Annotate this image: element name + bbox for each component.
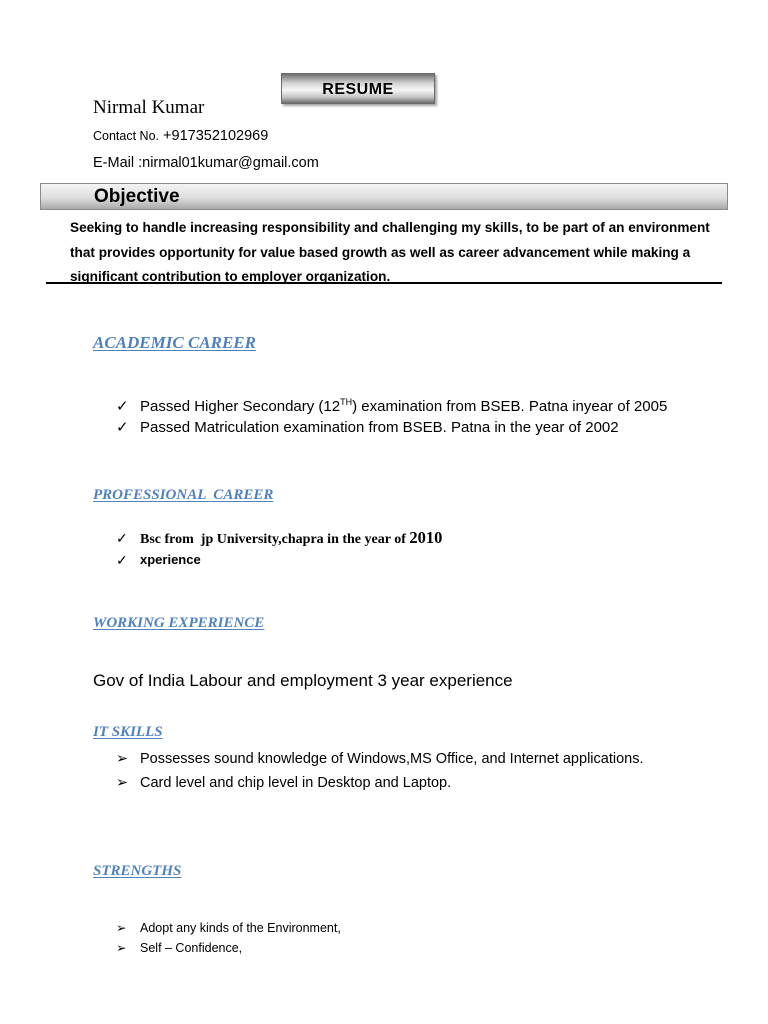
arrow-bullet-icon: ➢ (116, 751, 129, 767)
arrow-bullet-icon: ➢ (116, 775, 129, 791)
objective-bar (40, 183, 728, 210)
list-item (116, 747, 643, 771)
list-item (116, 550, 442, 570)
list-item (116, 528, 442, 550)
professional-list (116, 528, 442, 570)
strength-1-text: Adopt any kinds of the Environment, (140, 921, 341, 935)
heading-professional-career: PROFESSIONAL CAREER (93, 487, 274, 503)
strength-2-text: Self – Confidence, (140, 941, 243, 955)
list-item (116, 771, 643, 795)
checkmark-icon: ✓ (116, 530, 128, 546)
objective-text: Seeking to handle increasing responsibility and challenging my skills, to be part of an environment that provides opportunity for value based growth as well as career advancement while making a significant contribution to employer organization. (70, 220, 710, 284)
list-item (116, 938, 341, 958)
academic-list (116, 396, 667, 438)
it-skills-list (116, 747, 643, 795)
contact-number (93, 128, 268, 144)
contact-value: +917352102969 (163, 128, 269, 144)
academic-item-1-text-after: ) examination from BSEB. Patna inyear of 2005 (352, 398, 668, 415)
contact-label: Contact No. (93, 129, 160, 143)
resume-badge: RESUME (281, 73, 435, 104)
professional-item-1-text: Bsc from jp University,chapra in the year of (140, 532, 410, 547)
checkmark-icon: ✓ (116, 552, 128, 568)
heading-strengths: STRENGTHS (93, 863, 182, 879)
strengths-list (116, 918, 341, 958)
list-item (116, 396, 667, 417)
email-line: E-Mail :nirmal01kumar@gmail.com (93, 155, 319, 171)
professional-item-1-year: 2010 (409, 528, 443, 547)
academic-item-1-text: Passed Higher Secondary (12 (140, 398, 341, 415)
arrow-bullet-icon: ➢ (116, 921, 127, 935)
divider (46, 282, 722, 284)
objective-title: Objective (94, 186, 180, 207)
list-item (116, 417, 667, 438)
checkmark-icon: ✓ (116, 419, 129, 436)
heading-working-experience: WORKING EXPERIENCE (93, 615, 265, 631)
working-experience-text: Gov of India Labour and employment 3 year experience (93, 671, 513, 690)
candidate-name: Nirmal Kumar (93, 97, 205, 118)
heading-academic-career: ACADEMIC CAREER (93, 333, 256, 352)
it-skill-2-text: Card level and chip level in Desktop and Laptop. (140, 775, 452, 791)
professional-item-2-text: xperience (140, 552, 201, 567)
academic-item-1-sup: TH (340, 397, 353, 407)
arrow-bullet-icon: ➢ (116, 941, 127, 955)
it-skill-1-text: Possesses sound knowledge of Windows,MS Office, and Internet applications. (140, 751, 644, 767)
list-item (116, 918, 341, 938)
checkmark-icon: ✓ (116, 398, 129, 415)
academic-item-2-text: Passed Matriculation examination from BSEB. Patna in the year of 2002 (140, 419, 619, 436)
heading-it-skills: IT SKILLS (93, 724, 163, 740)
